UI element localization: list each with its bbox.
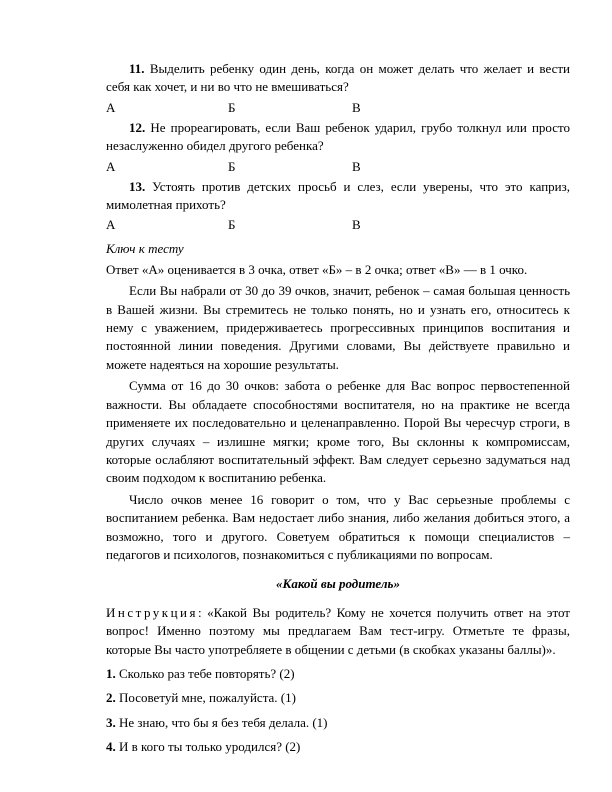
option-b: Б <box>228 217 236 233</box>
option-b: Б <box>228 158 236 174</box>
question-13 <box>106 178 570 215</box>
list-item <box>106 738 570 756</box>
item-number: 2. <box>106 690 116 706</box>
option-c: В <box>352 217 361 233</box>
key-scoring: Ответ «А» оценивается в 3 очка, ответ «Б» – в 2 очка; ответ «В» — в 1 очко. <box>106 261 528 277</box>
answer-options <box>106 97 570 119</box>
item-text: И в кого ты только уродился? (2) <box>115 739 301 755</box>
item-text: Посоветуй мне, пожалуйста. (1) <box>115 690 296 706</box>
option-a: А <box>106 99 116 115</box>
question-text: Не прореагировать, если Ваш ребенок ударил, грубо толкнул или просто незаслуженно обидел другого ребенка? <box>106 119 570 154</box>
answer-options <box>106 214 570 236</box>
document-page <box>106 60 570 757</box>
item-number: 3. <box>106 714 116 730</box>
item-text: Сколько раз тебе повторять? (2) <box>115 665 295 681</box>
option-c: В <box>352 158 361 174</box>
option-a: А <box>106 158 116 174</box>
key-result-low: Число очков менее 16 говорит о том, что у Вас серьезные проблемы с воспитанием ребенка. Вам недостает либо знания, либо желания добиться этого, а возможно, того и другого. Советуем обратиться к помощи специалистов – педагогов и психологов, познакомиться с публикациями по вопросам. <box>106 491 570 562</box>
item-text: Не знаю, что бы я без тебя делала. (1) <box>115 714 328 730</box>
question-11 <box>106 60 570 97</box>
question-text: Выделить ребенку один день, когда он может делать что желает и вести себя как хочет, и ни во что не вмешиваться? <box>106 61 570 95</box>
option-c: В <box>352 99 361 115</box>
item-number: 1. <box>106 665 116 681</box>
question-text: Устоять против детских просьб и слез, если уверены, что это каприз, мимолетная прихоть? <box>106 178 570 213</box>
answer-options <box>106 156 570 178</box>
item-number: 4. <box>106 739 116 755</box>
list-item <box>106 665 570 683</box>
list-item <box>106 714 570 732</box>
list-item <box>106 689 570 707</box>
section-title: «Какой вы родитель» <box>276 576 400 592</box>
question-number: 12. <box>129 119 146 135</box>
question-12 <box>106 119 570 156</box>
instruction-label: Инструкция <box>106 604 198 620</box>
key-title: Ключ к тесту <box>106 241 184 257</box>
key-result-high: Если Вы набрали от 30 до 39 очков, значит, ребенок – самая большая ценность в Вашей жизни. Вы стремитесь не только понять, но и узнать его, относитесь к нему с уважением, придерживаетесь прогрессивных принципов воспитания и постоянной линии поведения. Другими словами, Вы действуете правильно и можете надеяться на хорошие результаты. <box>106 283 570 372</box>
key-result-medium: Сумма от 16 до 30 очков: забота о ребенке для Вас вопрос первостепенной важности. Вы обладаете способностями воспитателя, но на практике не всегда применяете их последовательно и целенаправленно. Порой Вы чересчур строги, в других случаях – излишне мягки; кроме того, Вы склонны к компромиссам, которые ослабляют воспитательный эффект. Вам следует серьезно задуматься над своим подходом к воспитанию ребенка. <box>106 378 570 486</box>
instruction-text: : «Какой Вы родитель? Кому не хочется получить ответ на этот вопрос! Именно поэтому мы предлагаем Вам тест-игру. Отметьте те фразы, которые Вы часто употребляете в общении с детьми (в скобках указаны баллы)». <box>106 604 570 657</box>
option-b: Б <box>228 99 236 115</box>
question-number: 13. <box>129 178 146 194</box>
option-a: А <box>106 217 116 233</box>
question-number: 11. <box>129 61 145 76</box>
instruction <box>106 604 570 659</box>
